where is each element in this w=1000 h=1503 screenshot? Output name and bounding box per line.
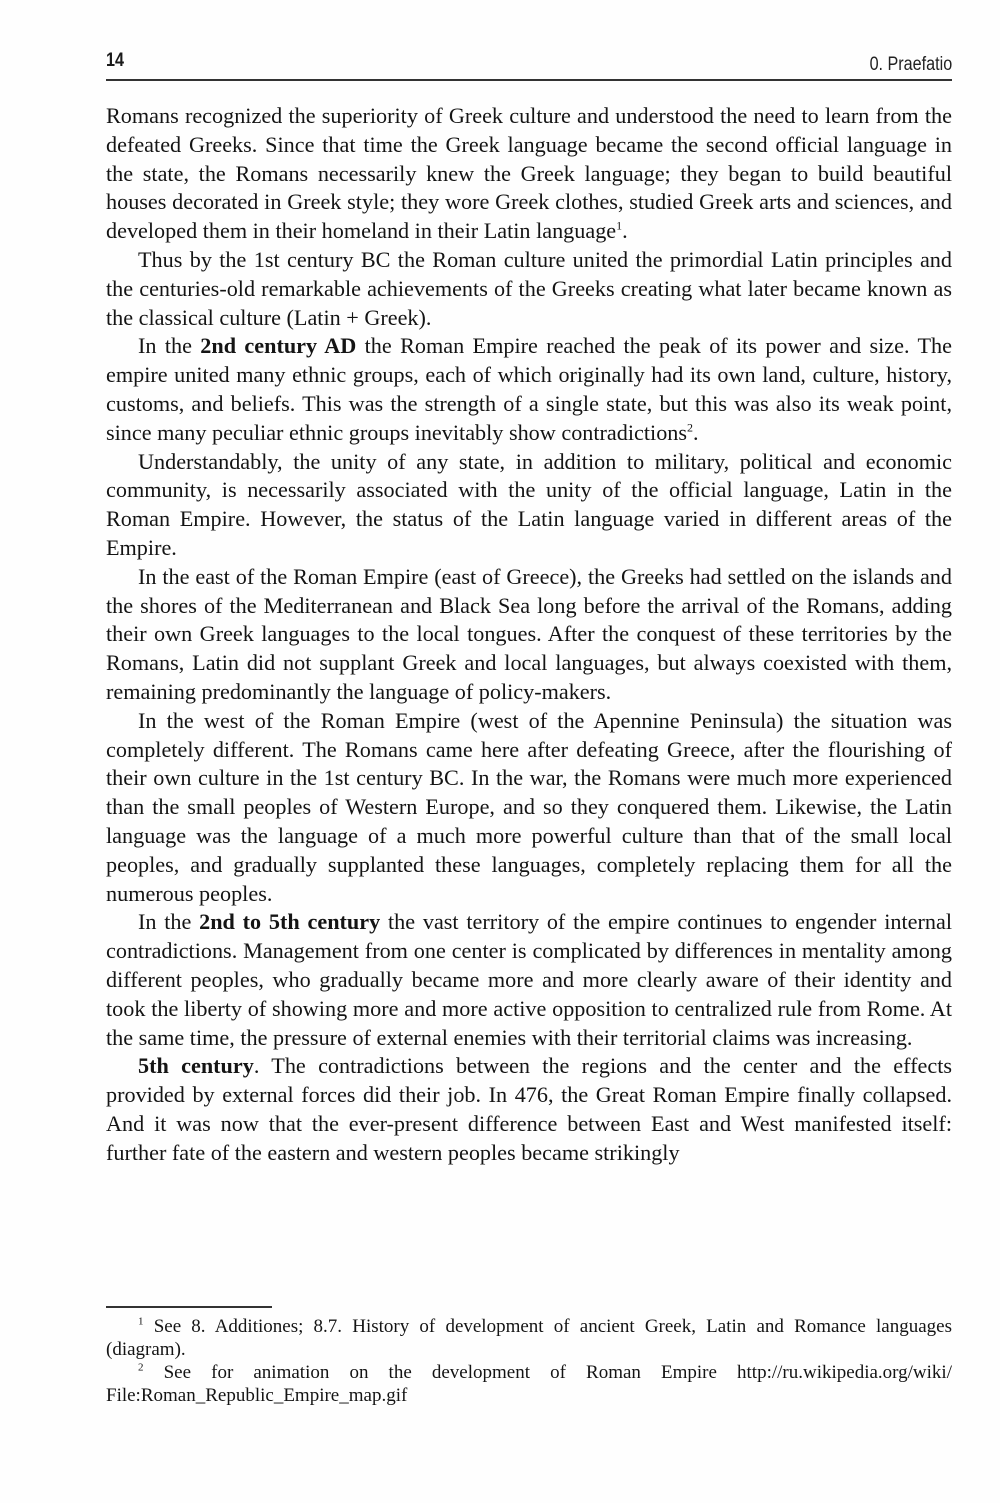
paragraph-1: Romans recognized the superiority of Greek culture and understood the need to learn from the defeated Greeks. Since that time the Greek language became the second official language in the state, the Romans necessarily knew the Greek language; they began to build beautiful houses decorated in Greek style; they wore Greek clothes, studied Greek arts and sciences, and developed them in their homeland in their Latin language$^1$. [106, 103, 952, 244]
paragraph-4: Understandably, the unity of any state, in addition to military, political and economic community, is necessarily associated with the unity of the official language, Latin in the Roman Empire. However, the status of the Latin language varied in different areas of the Empire. [106, 448, 952, 560]
footnote-2: $^2$ See for animation on the development of Roman Empire http://ru.wikipedia.org/wiki/ File:Roman_Republic_Empire_map.gif [106, 1361, 952, 1406]
body-text [106, 102, 952, 1167]
page-number: 14 [106, 50, 124, 71]
paragraph-6: In the west of the Roman Empire (west of the Apennine Peninsula) the situation was completely different. The Romans came here after defeating Greece, after the flourishing of their own culture in the 1st century BC. In the war, the Romans were much more experienced than the small peoples of Western Europe, and so they conquered them. Likewise, the Latin language was the language of a much more powerful culture than that of the small local peoples, and gradually supplanted these languages, completely replacing them for all the numerous peoples. [106, 707, 952, 906]
footnote-1: $^1$ See 8. Additiones; 8.7. History of development of ancient Greek, Latin and Romance languages (diagram). [106, 1315, 952, 1360]
footnotes [106, 1315, 952, 1407]
header-rule [106, 79, 952, 81]
footnote-rule [106, 1306, 272, 1308]
paragraph-3: In the 2nd century AD the Roman Empire reached the peak of its power and size. The empire united many ethnic groups, each of which originally had its own land, culture, history, customs, and beliefs. This was the strength of a single state, but this was also its weak point, since many peculiar ethnic groups inevitably show contradictions$^2$. [106, 333, 952, 445]
footnote-ref-2: 2 [687, 420, 694, 435]
running-head: 0. Praefatio [869, 54, 952, 75]
bold-term: 2nd century AD [200, 333, 357, 359]
paragraph-7: In the 2nd to 5th century the vast territory of the empire continues to engender internal contradictions. Management from one center is complicated by differences in mentality among different peoples, who gradually became more and more clearly aware of their identity and took the liberty of showing more and more active opposition to centralized rule from Rome. At the same time, the pressure of external enemies with their territorial claims was increasing. [106, 909, 952, 1050]
paragraph-2: Thus by the 1st century BC the Roman culture united the primordial Latin principles and the centuries-old remarkable achievements of the Greeks creating what later became known as the classical culture (Latin + Greek). [106, 246, 952, 330]
bold-term: 5th century [138, 1053, 254, 1079]
page-header [106, 50, 952, 80]
paragraph-5: In the east of the Roman Empire (east of Greece), the Greeks had settled on the islands and the shores of the Mediterranean and Black Sea long before the arrival of the Romans, adding their own Greek languages to the local tongues. After the conquest of these territories by the Romans, Latin did not supplant Greek and local languages, but always coexisted with them, remaining predominantly the language of policy-makers. [106, 563, 952, 704]
footnote-ref-1: 1 [616, 218, 623, 233]
paragraph-8: 5th century. The contradictions between the regions and the center and the effects provided by external forces did their job. In 476, the Great Roman Empire finally collapsed. And it was now that the ever-present difference between East and West manifested itself: further fate of the eastern and western peoples became strikingly [106, 1053, 952, 1165]
bold-term: 2nd to 5th century [199, 909, 381, 935]
